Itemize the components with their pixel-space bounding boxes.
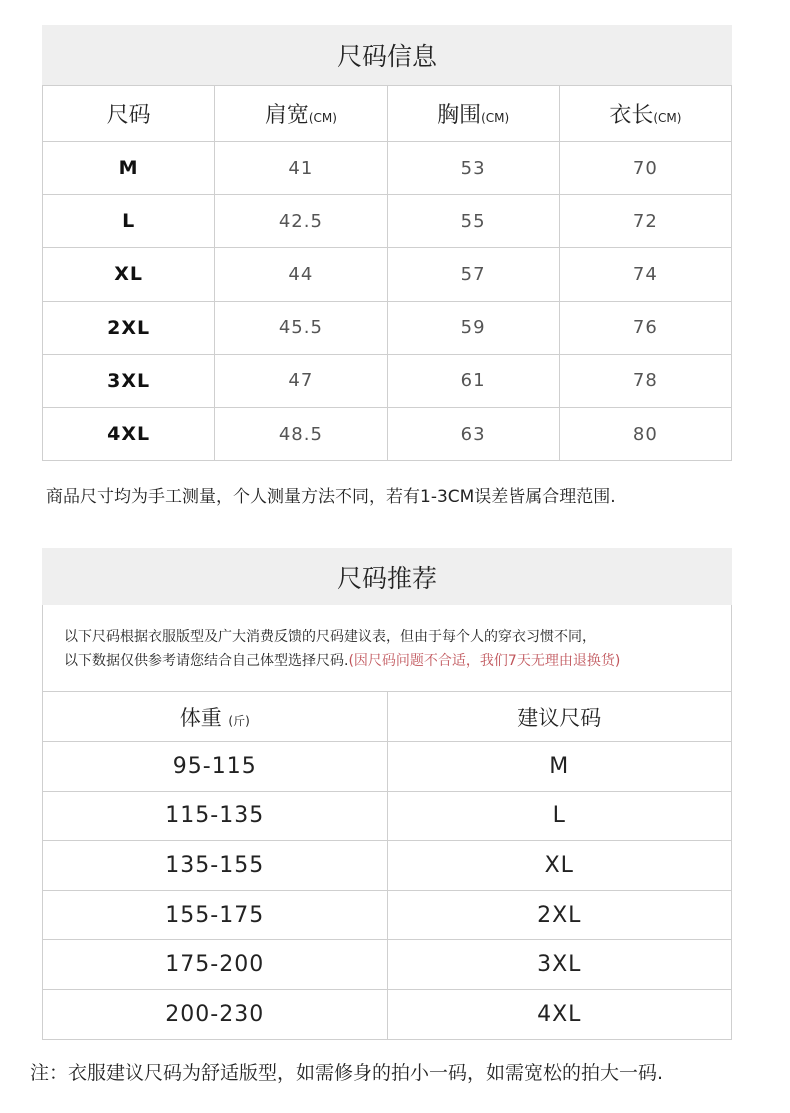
header-label: 肩宽 — [264, 103, 309, 128]
size-cell: 3XL — [43, 354, 215, 407]
header-label: 体重 — [179, 705, 222, 730]
measurement-note: 商品尺寸均为手工测量，个人测量方法不同，若有1-3CM误差皆属合理范围. — [46, 487, 616, 507]
recommend-header-row — [43, 692, 732, 742]
header-label: 胸围 — [437, 103, 482, 128]
size-cell: 2XL — [43, 301, 215, 354]
length-cell: 76 — [559, 301, 731, 354]
length-cell: 80 — [559, 407, 731, 460]
recommended-size-cell: 4XL — [387, 989, 732, 1039]
fit-note: 注：衣服建议尺码为舒适版型，如需修身的拍小一码，如需宽松的拍大一码. — [30, 1062, 664, 1084]
recommended-size-cell: 3XL — [387, 940, 732, 990]
table-row — [43, 841, 732, 891]
chest-cell: 53 — [387, 142, 559, 195]
size-info-header-row — [43, 86, 732, 142]
header-unit: (CM) — [308, 111, 337, 125]
size-cell: M — [43, 142, 215, 195]
header-unit: (CM) — [653, 111, 682, 125]
chest-cell: 61 — [387, 354, 559, 407]
table-row — [43, 791, 732, 841]
recommended-size-cell: XL — [387, 841, 732, 891]
header-label: 尺码 — [106, 103, 151, 128]
header-recommended-size — [387, 692, 732, 742]
recommended-size-cell: M — [387, 742, 732, 792]
chest-cell: 55 — [387, 195, 559, 248]
chest-cell: 57 — [387, 248, 559, 301]
shoulder-cell: 47 — [215, 354, 387, 407]
recommend-desc-line2-text: 以下数据仅供参考请您结合自己体型选择尺码. — [64, 653, 349, 669]
header-unit: (CM) — [481, 111, 510, 125]
shoulder-cell: 44 — [215, 248, 387, 301]
table-row — [43, 195, 732, 248]
length-cell: 74 — [559, 248, 731, 301]
recommend-table — [42, 691, 732, 1040]
table-row — [43, 248, 732, 301]
header-label: 衣长 — [609, 103, 654, 128]
weight-cell: 200-230 — [43, 989, 388, 1039]
recommend-description — [42, 605, 732, 691]
recommend-desc-line1: 以下尺码根据衣服版型及广大消费反馈的尺码建议表，但由于每个人的穿衣习惯不同， — [64, 629, 596, 645]
recommended-size-cell: 2XL — [387, 890, 732, 940]
table-row — [43, 142, 732, 195]
size-cell: L — [43, 195, 215, 248]
size-cell: XL — [43, 248, 215, 301]
weight-cell: 155-175 — [43, 890, 388, 940]
recommended-size-cell: L — [387, 791, 732, 841]
shoulder-cell: 42.5 — [215, 195, 387, 248]
length-cell: 72 — [559, 195, 731, 248]
table-row — [43, 301, 732, 354]
shoulder-cell: 45.5 — [215, 301, 387, 354]
recommend-title: 尺码推荐 — [42, 548, 732, 605]
weight-cell: 175-200 — [43, 940, 388, 990]
weight-cell: 95-115 — [43, 742, 388, 792]
chest-cell: 59 — [387, 301, 559, 354]
size-info-title: 尺码信息 — [42, 25, 732, 85]
table-row — [43, 742, 732, 792]
recommend-desc-line2 — [64, 649, 731, 673]
header-chest — [387, 86, 559, 142]
weight-cell: 115-135 — [43, 791, 388, 841]
weight-cell: 135-155 — [43, 841, 388, 891]
chest-cell: 63 — [387, 407, 559, 460]
table-row — [43, 890, 732, 940]
shoulder-cell: 48.5 — [215, 407, 387, 460]
header-shoulder — [215, 86, 387, 142]
table-row — [43, 989, 732, 1039]
size-info-table — [42, 85, 732, 461]
length-cell: 70 — [559, 142, 731, 195]
length-cell: 78 — [559, 354, 731, 407]
table-row — [43, 407, 732, 460]
header-unit: (斤) — [228, 713, 250, 728]
table-row — [43, 354, 732, 407]
size-cell: 4XL — [43, 407, 215, 460]
header-label: 建议尺码 — [517, 705, 602, 730]
shoulder-cell: 41 — [215, 142, 387, 195]
header-size — [43, 86, 215, 142]
return-policy-note: (因尺码问题不合适，我们7天无理由退换货) — [348, 653, 621, 669]
table-row — [43, 940, 732, 990]
header-length — [559, 86, 731, 142]
header-weight — [43, 692, 388, 742]
